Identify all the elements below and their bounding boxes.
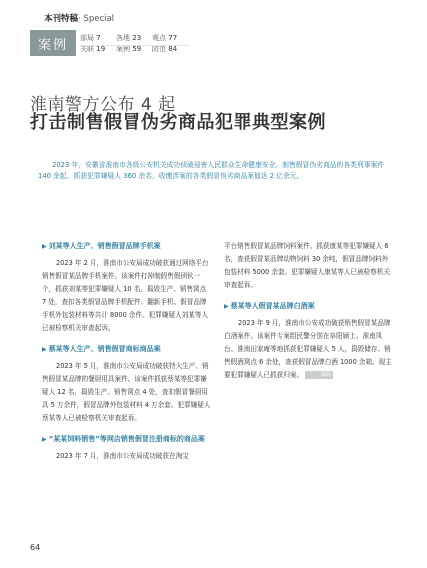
article-intro: 2023 年，安徽省淮南市各级公安机关成功侦破侵害人民群众生命健康安全、制售假冒伪劣商品的各类刑事案件 140 余起，抓获犯罪嫌疑人 360 余名，收缴涉案的各类假冒伪劣商品案值达 2 亿余元。 [38, 160, 385, 180]
case-2-heading: ▶ 蔡某等人生产、销售假冒商标商品案 [42, 345, 161, 353]
section-header [44, 12, 114, 24]
editor-end-tag: 编辑 [305, 371, 333, 379]
right-column [224, 240, 394, 390]
stats-col-1 [80, 33, 105, 55]
stats-col-2 [116, 33, 141, 55]
stat-item: 防范 84 [152, 45, 178, 53]
case-4-body: 2023 年 9 月，淮南市公安成功破获销售假冒某品牌白酒案件。该案件专案组民警分别在阜阳颍上、淮南凤台、淮南田家庵等地抓获犯罪嫌疑人 5 人，捣毁储存、销售假酒窝点 6 余处，查获假冒品牌白酒 1000 余箱。现主要犯罪嫌疑人已抓获归案。 编辑 [224, 319, 392, 379]
case-4-heading: ▶ 蔡某等人假冒某品牌白酒案 [224, 302, 315, 310]
stat-item: 关联 19 [80, 45, 106, 53]
stats-col-3 [152, 33, 177, 55]
case-3-body: 2023 年 7 月，淮南市公安局成功破获在淘宝 [56, 452, 189, 460]
section-title: 本刊特稿 [44, 14, 79, 24]
case-3-heading: ▶ “某某饲料销售”等网店销售假冒注册商标的商品案 [42, 435, 205, 443]
case-1-heading: ▶ 刘某等人生产、销售假冒品牌手机案 [42, 242, 161, 250]
stat-item: 案例 59 [116, 45, 142, 53]
stats-divider [80, 45, 190, 46]
section-subtitle: · Special [78, 14, 115, 24]
case-2-body: 2023 年 5 月，淮南市公安局成功破获特大生产、销售假冒某品牌的餐厨用具案件。该案件抓获蔡某等犯罪嫌疑人 12 名，捣毁生产、销售窝点 4 处，查扣假冒餐厨用具 5 万余件，假冒品牌外包装材料 4 万余套。犯罪嫌疑人蔡某等人已被检察机关审查起诉。 [42, 362, 211, 422]
left-column [42, 240, 212, 471]
case-label-box: 案例 [30, 30, 76, 56]
stat-item: 各地 23 [116, 34, 142, 42]
stat-item: 观点 77 [152, 34, 178, 42]
article-title-line2: 打击制售假冒伪劣商品犯罪典型案例 [30, 112, 326, 133]
page-number: 64 [30, 543, 41, 552]
case-3-continued: 平台销售假冒某品牌饲料案件。抓获康某等犯罪嫌疑人 6 名，查获假冒某品牌动物饲料 30 余吨，假冒品牌饲料外包装材料 5000 余套。犯罪嫌疑人康某等人已被检察机关审查起诉。 [224, 242, 391, 289]
stat-item: 部局 7 [80, 34, 101, 42]
article-title-line1: 淮南警方公布 4 起 [30, 95, 176, 115]
case-1-body: 2023 年 2 月，淮南市公安局成功破获通过网络平台销售假冒某品牌手机案件。该案件打掉制假售假团伙一个，抓获刘某等犯罪嫌疑人 10 名，捣毁生产、销售窝点 7 处，查扣各类假冒品牌手机配件、翻新手机、假冒品牌手机外包装材料等共计 8000 余件。犯罪嫌疑人刘某等人已被检察机关审查起诉。 [42, 259, 209, 332]
